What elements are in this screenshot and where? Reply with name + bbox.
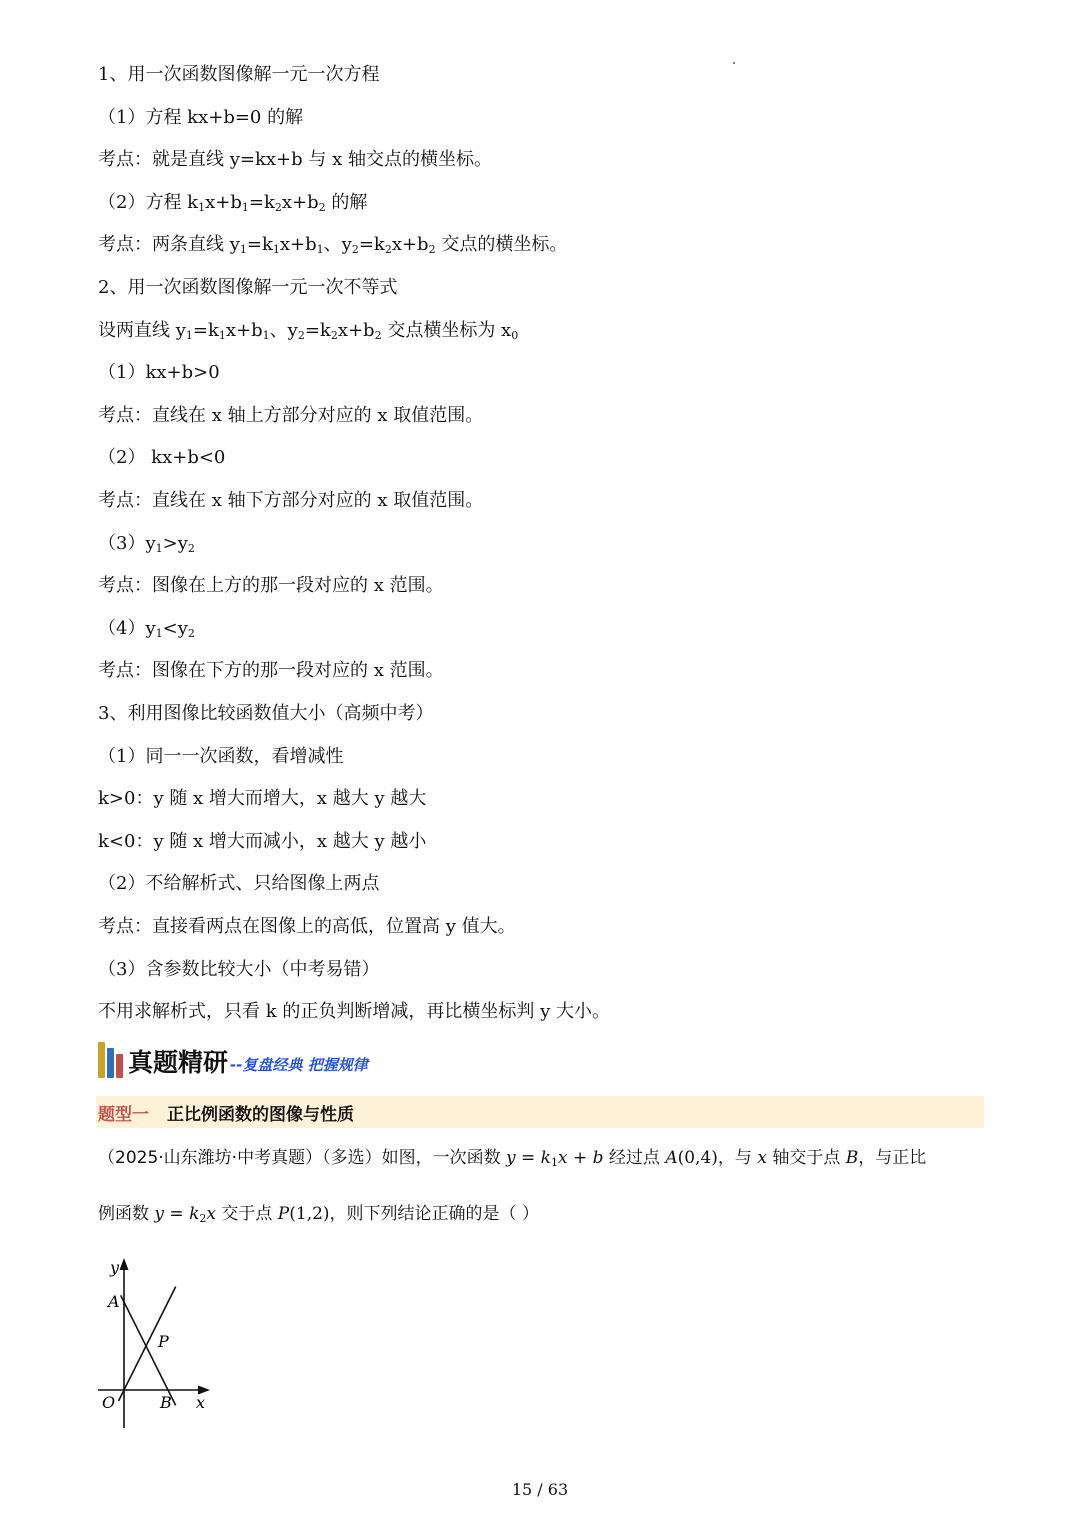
- text-line: [98, 617, 195, 641]
- text-run: <y: [162, 617, 188, 639]
- text-line: [98, 915, 516, 939]
- text-run: 考点：直接看两点在图像上的高低，位置高 y 值大。: [98, 916, 516, 937]
- subscript: 1: [185, 328, 193, 342]
- math-variable: x: [206, 1204, 216, 1224]
- text-run: （1）同一一次函数，看增减性: [98, 745, 344, 767]
- subscript: 1: [316, 243, 324, 257]
- text-line: [98, 361, 220, 385]
- math-variable: A: [665, 1148, 678, 1168]
- stray-dot: [733, 62, 735, 64]
- math-variable: x: [757, 1148, 767, 1168]
- text-run: 、y: [323, 234, 352, 256]
- text-line: [98, 702, 433, 726]
- point-b-label: B: [160, 1393, 172, 1412]
- text-run: （1）方程 kx+b=0 的解: [98, 106, 304, 128]
- text-run: （2）方程 k: [98, 191, 199, 213]
- text-line: [98, 659, 444, 683]
- text-line: [98, 63, 379, 87]
- subscript: 1: [262, 328, 270, 342]
- math-variable: x: [557, 1148, 568, 1168]
- text-run: 例函数: [98, 1204, 155, 1224]
- text-line: [98, 574, 444, 598]
- subscript: 2: [330, 328, 338, 342]
- subscript: 2: [187, 626, 195, 640]
- question-type-name: 正比例函数的图像与性质: [167, 1104, 354, 1125]
- text-line: [98, 148, 492, 172]
- text-run: =k: [246, 234, 273, 256]
- text-line: [98, 276, 397, 300]
- text-run: x+b: [391, 234, 429, 256]
- subscript: 1: [155, 541, 163, 555]
- text-run: =k: [192, 319, 219, 341]
- text-run: 不用求解析式，只看 k 的正负判断增减，再比横坐标判 y 大小。: [98, 1001, 610, 1023]
- page-number: 15 / 63: [511, 1480, 569, 1499]
- text-line: [98, 404, 483, 428]
- text-run: 轴交于点: [766, 1148, 846, 1168]
- subscript: 1: [218, 328, 226, 342]
- text-run: =k: [358, 234, 385, 256]
- text-line: [98, 446, 225, 470]
- text-run: =: [515, 1148, 541, 1168]
- math-variable: k: [540, 1148, 551, 1168]
- subscript: 2: [199, 1212, 207, 1225]
- point-a-label: A: [108, 1292, 120, 1311]
- subscript: 1: [155, 626, 163, 640]
- subscript: 2: [274, 200, 282, 214]
- text-run: x+b: [337, 319, 375, 341]
- subscript: 1: [272, 243, 280, 257]
- text-run: 3、利用图像比较函数值大小（高频中考）: [98, 703, 434, 724]
- subscript: 2: [428, 243, 436, 257]
- math-variable: y: [154, 1204, 165, 1224]
- math-variable: y: [505, 1148, 516, 1168]
- text-line: [98, 872, 379, 896]
- text-line: [98, 191, 367, 215]
- text-run: ，与正比: [858, 1148, 927, 1168]
- x-axis-label: x: [196, 1393, 206, 1412]
- banner-subtitle: --复盘经典 把握规律: [230, 1056, 368, 1074]
- text-run: （4）y: [98, 617, 156, 639]
- math-variable: k: [189, 1204, 200, 1224]
- section-banner: [96, 1030, 368, 1078]
- text-run: （2）不给解析式、只给图像上两点: [98, 873, 380, 895]
- text-line: [98, 1000, 610, 1024]
- text-line: [98, 106, 303, 130]
- text-run: 考点：两条直线 y: [98, 234, 240, 256]
- text-line: [98, 532, 195, 556]
- text-run: k<0：y 随 x 增大而减小，x 越大 y 越小: [98, 830, 427, 852]
- text-run: x+b: [279, 234, 317, 256]
- math-variable: B: [845, 1148, 859, 1168]
- text-line: [98, 787, 426, 811]
- text-run: （2） kx+b<0: [98, 447, 226, 469]
- question-type-bar: [96, 1096, 984, 1128]
- text-run: 经过点: [603, 1148, 666, 1168]
- text-run: 2、用一次函数图像解一元一次不等式: [98, 277, 398, 298]
- text-run: 考点：就是直线 y=kx+b 与 x 轴交点的横坐标。: [98, 149, 492, 171]
- text-run: 1、用一次函数图像解一元一次方程: [98, 64, 380, 85]
- subscript: 2: [384, 243, 392, 257]
- year: 2025: [115, 1148, 159, 1168]
- math-variable: P: [277, 1204, 290, 1224]
- text-line: [98, 958, 379, 982]
- text-line: [98, 319, 518, 343]
- text-run: 设两直线 y: [98, 319, 186, 341]
- subscript: 0: [511, 328, 519, 342]
- text-run: 考点：直线在 x 轴下方部分对应的 x 取值范围。: [98, 490, 484, 511]
- subscript: 2: [297, 328, 305, 342]
- subscript: 1: [241, 200, 249, 214]
- text-run: 考点：直线在 x 轴上方部分对应的 x 取值范围。: [98, 404, 484, 426]
- text-run: x+b: [225, 319, 263, 341]
- text-run: 交于点: [215, 1204, 278, 1224]
- subscript: 2: [318, 200, 326, 214]
- text-line: [98, 745, 343, 769]
- text-run: 交点的横坐标。: [435, 234, 568, 256]
- origin-label: O: [102, 1393, 116, 1412]
- text-run: =k: [304, 319, 331, 341]
- text-run: k>0：y 随 x 增大而增大，x 越大 y 越大: [98, 788, 427, 810]
- text-run: （3）含参数比较大小（中考易错）: [98, 958, 380, 980]
- problem-line-1: [98, 1145, 926, 1171]
- text-run: （1）kx+b>0: [98, 362, 220, 384]
- subscript: 2: [351, 243, 359, 257]
- banner-title: 真题精研: [128, 1048, 229, 1077]
- text-line: [98, 830, 426, 854]
- y-axis: [120, 1258, 129, 1428]
- subscript: 1: [239, 243, 247, 257]
- text-line: [98, 489, 483, 513]
- text-run: =: [164, 1204, 190, 1224]
- books-icon: [96, 1034, 132, 1078]
- subscript: 2: [374, 328, 382, 342]
- text-run: 交点横坐标为 x: [381, 319, 512, 341]
- text-run: 的解: [325, 191, 368, 213]
- text-run: (0,4)，与: [677, 1148, 758, 1168]
- text-run: 考点：图像在上方的那一段对应的 x 范围。: [98, 575, 444, 597]
- text-run: （3）y: [98, 532, 156, 554]
- text-run: x+b: [281, 191, 319, 213]
- function-graph: [92, 1254, 222, 1434]
- text-run: 、y: [269, 319, 298, 341]
- text-run: x+b: [205, 191, 242, 213]
- point-p-label: P: [158, 1332, 169, 1351]
- text-run: +: [567, 1148, 593, 1168]
- text-run: ·山东潍坊·中考真题）（多选）如图，一次函数: [158, 1148, 506, 1168]
- text-line: [98, 233, 567, 257]
- subscript: 1: [198, 200, 206, 214]
- text-run: 考点：图像在下方的那一段对应的 x 范围。: [98, 660, 444, 682]
- text-run: =k: [248, 191, 275, 213]
- subscript: 1: [550, 1156, 558, 1169]
- text-run: （: [98, 1148, 115, 1168]
- problem-line-2: [98, 1201, 539, 1227]
- text-run: (1,2)，则下列结论正确的是（ ）: [289, 1204, 539, 1224]
- subscript: 2: [187, 541, 195, 555]
- text-run: >y: [162, 532, 188, 554]
- question-type-tag: 题型一: [98, 1104, 149, 1125]
- y-axis-label: y: [110, 1258, 120, 1277]
- math-variable: b: [592, 1148, 604, 1168]
